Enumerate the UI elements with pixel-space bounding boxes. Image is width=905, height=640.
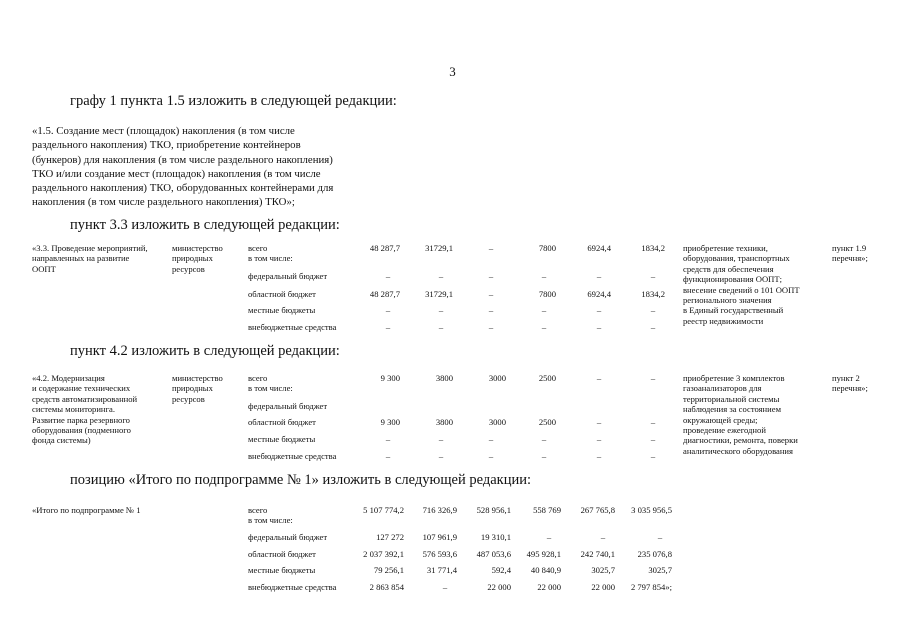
table_total-cell: 40 840,9 (530, 565, 561, 575)
table33-cell: – (438, 305, 444, 315)
table42-row-label: местные бюджеты (248, 434, 316, 444)
table42-cell: – (385, 451, 391, 461)
table_total-cell: 576 593,6 (422, 549, 457, 559)
table33-cell: 6924,4 (587, 289, 611, 299)
table33-executor-line: ресурсов (172, 263, 205, 274)
table42-result-line: окружающей среды; (683, 414, 758, 425)
table42-cell: – (438, 451, 444, 461)
table_total-cell: 592,4 (491, 565, 511, 575)
table42-cell: – (596, 417, 602, 427)
table33-cell: 1834,2 (641, 243, 665, 253)
table33-cell: – (650, 305, 656, 315)
table_total-cell: 127 272 (376, 532, 404, 542)
table_total-name-line: «Итого по подпрограмме № 1 (32, 505, 141, 515)
page-number: 3 (449, 64, 456, 79)
table_total-cell: 3025,7 (648, 565, 672, 575)
table_total-cell: 487 053,6 (476, 549, 511, 559)
heading-item-3-3: пункт 3.3 изложить в следующей редакции: (70, 217, 340, 233)
table42-cell: 3800 (435, 373, 453, 383)
paragraph-line: накопления (в том числе раздельного накопления) ТКО»; (32, 196, 295, 209)
table33-cell: – (541, 305, 547, 315)
table33-result-line: приобретение техники, (683, 243, 768, 253)
table33-cell: – (438, 322, 444, 332)
table_total-row-label: областной бюджет (248, 549, 316, 559)
table33-cell: – (438, 271, 444, 281)
table33-result-line: средств для обеспечения (683, 263, 774, 274)
table33-cell: – (650, 322, 656, 332)
table33-result-line: функционирования ООПТ; (683, 274, 783, 285)
table33-row-label: всего (248, 243, 268, 253)
table33-ref-line: пункт 1.9 (832, 243, 867, 253)
table_total-cell: – (600, 532, 606, 542)
table42-cell: 2500 (538, 417, 556, 427)
table42-name-line: системы мониторинга. (32, 404, 116, 415)
paragraph-line: раздельного накопления) ТКО, приобретение контейнеров (32, 139, 301, 152)
table33-cell: 7800 (538, 243, 556, 253)
table33-cell: 6924,4 (587, 243, 611, 253)
table33-row-label: федеральный бюджет (248, 271, 328, 281)
table33-cell: – (541, 271, 547, 281)
table42-cell: – (596, 451, 602, 461)
table42-name-line: и содержание технических (32, 383, 131, 394)
table42-cell: – (596, 373, 602, 383)
table_total-cell: 2 037 392,1 (363, 549, 404, 559)
table42-row-label: федеральный бюджет (248, 401, 328, 411)
table42-result-line: диагностики, ремонта, поверки (683, 435, 798, 446)
table33-cell: 7800 (538, 289, 556, 299)
table42-name-line: «4.2. Модернизация (32, 373, 105, 383)
table33-cell: 31729,1 (425, 289, 453, 299)
table33-row-label: областной бюджет (248, 289, 316, 299)
table42-result-line: газоанализаторов для (683, 383, 762, 394)
table42-name-line: Развитие парка резервного (32, 414, 130, 425)
table42-result-line: территориальной системы (683, 393, 780, 404)
table33-result-line: регионального значения (683, 295, 772, 305)
table33-cell: 31729,1 (425, 243, 453, 253)
table_total-cell: 31 771,4 (426, 565, 457, 575)
table42-cell: – (596, 434, 602, 444)
table_total-cell: – (657, 532, 663, 542)
table42-name-line: фонда системы) (32, 435, 91, 446)
table42-result-line: проведение ежегодной (683, 425, 766, 435)
table33-executor-line: природных (172, 253, 213, 264)
table42-cell: – (650, 417, 656, 427)
table_total-cell: 558 769 (533, 505, 561, 515)
table_total-cell: 22 000 (537, 582, 561, 592)
table_total-cell: 242 740,1 (580, 549, 615, 559)
table42-name-line: средств автоматизированной (32, 393, 138, 404)
table_total-cell: 3 035 956,5 (631, 505, 672, 515)
heading-total: позицию «Итого по подпрограмме № 1» изложить в следующей редакции: (70, 472, 532, 488)
table42-result-line: наблюдения за состоянием (683, 404, 782, 415)
table_total-cell: 79 256,1 (373, 565, 404, 575)
table33-name-line: ООПТ (32, 263, 56, 274)
table42-row-label: всего (248, 373, 268, 383)
table_total-cell: 716 326,9 (422, 505, 457, 515)
table42-cell: – (541, 434, 547, 444)
table33-cell: 48 287,7 (369, 243, 400, 253)
table33-cell: 1834,2 (641, 289, 665, 299)
table33-cell: – (488, 243, 494, 253)
table_total-cell: 235 076,8 (637, 549, 672, 559)
table_total-cell: 19 310,1 (480, 532, 511, 542)
table33-result-line: в Единый государственный (683, 305, 784, 316)
table33-result-line: реестр недвижимости (683, 315, 764, 326)
table42-cell: 3000 (488, 373, 506, 383)
table_total-row-label: всего (248, 505, 268, 515)
table33-result-line: внесение сведений о 101 ООПТ (683, 284, 800, 295)
table42-name-line: оборудования (подменного (32, 425, 131, 435)
table42-cell: 9 300 (380, 417, 400, 427)
table42-result-line: приобретение 3 комплектов (683, 373, 785, 383)
table_total-cell: 267 765,8 (580, 505, 615, 515)
table33-cell: – (596, 305, 602, 315)
table33-cell: 48 287,7 (369, 289, 400, 299)
table33-cell: – (541, 322, 547, 332)
table33-ref-line: перечня»; (832, 253, 868, 264)
table42-executor-line: ресурсов (172, 393, 205, 404)
paragraph-line: «1.5. Создание мест (площадок) накопления (в том числе (32, 125, 295, 137)
heading-item-1-5: графу 1 пункта 1.5 изложить в следующей редакции: (70, 93, 397, 109)
table42-cell: 2500 (538, 373, 556, 383)
table_total-row-label: федеральный бюджет (248, 532, 328, 542)
table_total-cell: 495 928,1 (526, 549, 561, 559)
table_total-cell: 3025,7 (591, 565, 615, 575)
table_total-row-label: местные бюджеты (248, 565, 316, 575)
table_total-cell: – (442, 582, 448, 592)
table42-cell: – (650, 451, 656, 461)
paragraph-line: ТКО и/или создание мест (площадок) накопления (в том числе (32, 167, 321, 180)
table42-result-line: аналитического оборудования (683, 445, 793, 456)
paragraph-line: (бункеров) для накопления (в том числе раздельного накопления) (32, 153, 333, 166)
table42-row-label: внебюджетные средства (248, 451, 337, 461)
table_total-row-label: в том числе: (248, 515, 293, 526)
table33-row-label: в том числе: (248, 253, 293, 264)
table33-cell: – (650, 271, 656, 281)
table_total-cell: 5 107 774,2 (363, 505, 404, 515)
paragraph-line: раздельного накопления) ТКО, оборудованных контейнерами для (32, 182, 334, 195)
table42-cell: – (650, 434, 656, 444)
table42-executor-line: министерство (172, 373, 223, 383)
table42-ref-line: пункт 2 (832, 373, 860, 383)
table42-executor-line: природных (172, 383, 213, 394)
table_total-row-label: внебюджетные средства (248, 582, 337, 592)
table42-cell: 3800 (435, 417, 453, 427)
table42-cell: 9 300 (380, 373, 400, 383)
table33-row-label: местные бюджеты (248, 305, 316, 315)
table_total-cell: 22 000 (591, 582, 615, 592)
table33-executor-line: министерство (172, 243, 223, 253)
table42-cell: – (541, 451, 547, 461)
paragraph-item-1-5 (32, 124, 392, 210)
table33-cell: – (488, 305, 494, 315)
table33-cell: – (385, 322, 391, 332)
table33-cell: – (596, 271, 602, 281)
table_total-cell: – (546, 532, 552, 542)
table33-row-label: внебюджетные средства (248, 322, 337, 332)
table33-name-line: направленных на развитие (32, 253, 130, 264)
table_total-cell: 107 961,9 (422, 532, 457, 542)
table42-cell: 3000 (488, 417, 506, 427)
table42-cell: – (438, 434, 444, 444)
table_total-cell: 22 000 (487, 582, 511, 592)
table42-cell: – (650, 373, 656, 383)
table33-cell: – (488, 271, 494, 281)
table42-cell: – (385, 434, 391, 444)
table42-cell: – (488, 434, 494, 444)
table33-cell: – (488, 289, 494, 299)
table33-cell: – (385, 305, 391, 315)
table_total-cell: 2 863 854 (369, 582, 404, 592)
table33-name-line: «3.3. Проведение мероприятий, (32, 243, 148, 253)
table33-cell: – (488, 322, 494, 332)
heading-item-4-2: пункт 4.2 изложить в следующей редакции: (70, 343, 340, 359)
table_total-cell: 528 956,1 (476, 505, 511, 515)
table_total-cell: 2 797 854»; (630, 582, 672, 592)
table42-ref-line: перечня»; (832, 383, 868, 394)
table42-row-label: областной бюджет (248, 417, 316, 427)
table33-cell: – (385, 271, 391, 281)
table42-row-label: в том числе: (248, 383, 293, 394)
table33-cell: – (596, 322, 602, 332)
table33-result-line: оборудования, транспортных (683, 253, 790, 264)
table42-cell: – (488, 451, 494, 461)
